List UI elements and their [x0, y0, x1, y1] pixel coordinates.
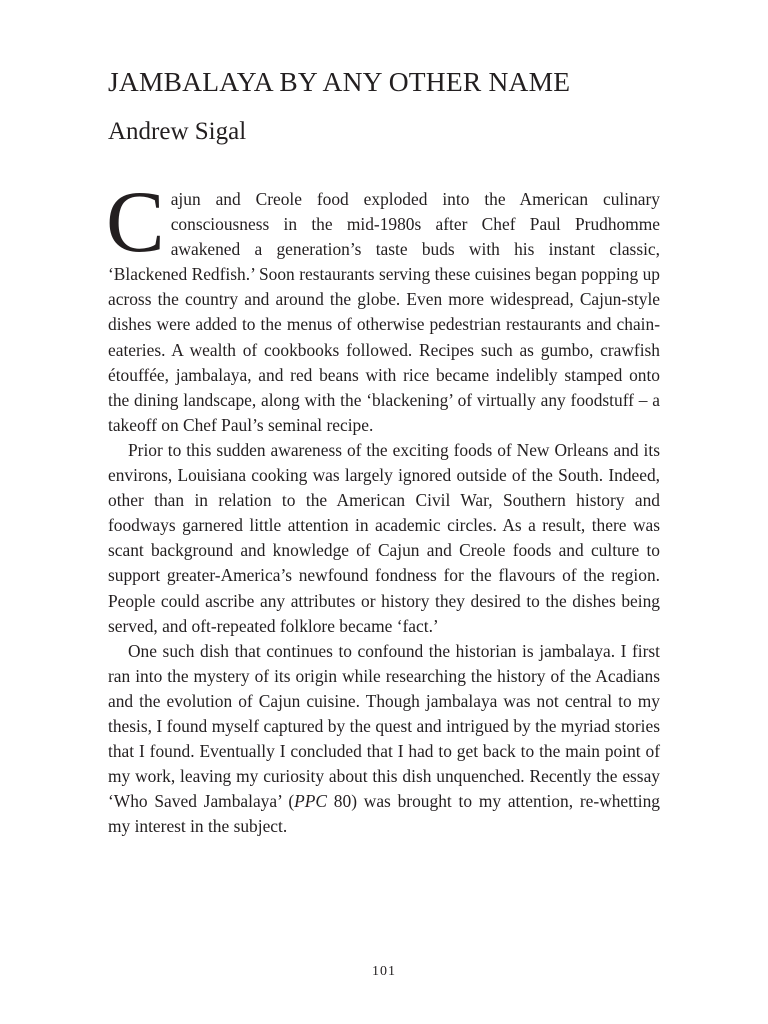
drop-cap: C — [106, 174, 165, 271]
paragraph-3 — [108, 639, 660, 840]
paragraph-1-text: ajun and Creole food exploded into the American culinary consciousness in the mid-1980s after Chef Paul Prudhomme awakened a generation’s taste buds with his instant classic, ‘Blackened Redfish.’ Soon restaurants serving these cuisines began popping up across the country and around the globe. Even more widespread, Cajun-style dishes were added to the menus of otherwise pedestrian restaurants and chain-eateries. A wealth of cookbooks followed. Recipes such as gumbo, crawfish étouffée, jambalaya, and red beans with rice became indelibly stamped onto the dining landscape, along with the ‘blackening’ of virtually any foodstuff – a takeoff on Chef Paul’s seminal recipe. — [108, 189, 660, 435]
article-title: JAMBALAYA BY ANY OTHER NAME — [108, 66, 571, 97]
article-page — [108, 64, 660, 839]
page-number: 101 — [372, 964, 396, 979]
paragraph-3-text-end: 80) was brought to my attention, re-whetting my interest in the subject. — [108, 791, 660, 837]
article-body — [106, 174, 660, 839]
article-author: Andrew Sigal — [108, 118, 247, 145]
paragraph-1 — [106, 174, 660, 438]
paragraph-2: Prior to this sudden awareness of the exciting foods of New Orleans and its environs, Louisiana cooking was largely ignored outside of the South. Indeed, other than in relation to the American Civil War, Southern history and foodways garnered little attention in academic circles. As a result, there was scant background and knowledge of Cajun and Creole foods and culture to support greater-America’s newfound fondness for the flavours of the region. People could ascribe any attributes or history they desired to the dishes being served, and oft-repeated folklore became ‘fact.’ — [108, 439, 660, 636]
journal-abbreviation: PPC — [294, 791, 328, 812]
paragraph-3-text-start: One such dish that continues to confound the historian is jambalaya. I first ran into the mystery of its origin while researching the history of the Acadians and the evolution of Cajun cuisine. Though jambalaya was not central to my thesis, I found myself captured by the quest and intrigued by the myriad stories that I found. Eventually I concluded that I had to get back to the main point of my work, leaving my curiosity about this dish unquenched. Recently the essay ‘Who Saved Jambalaya’ ( — [108, 640, 660, 812]
